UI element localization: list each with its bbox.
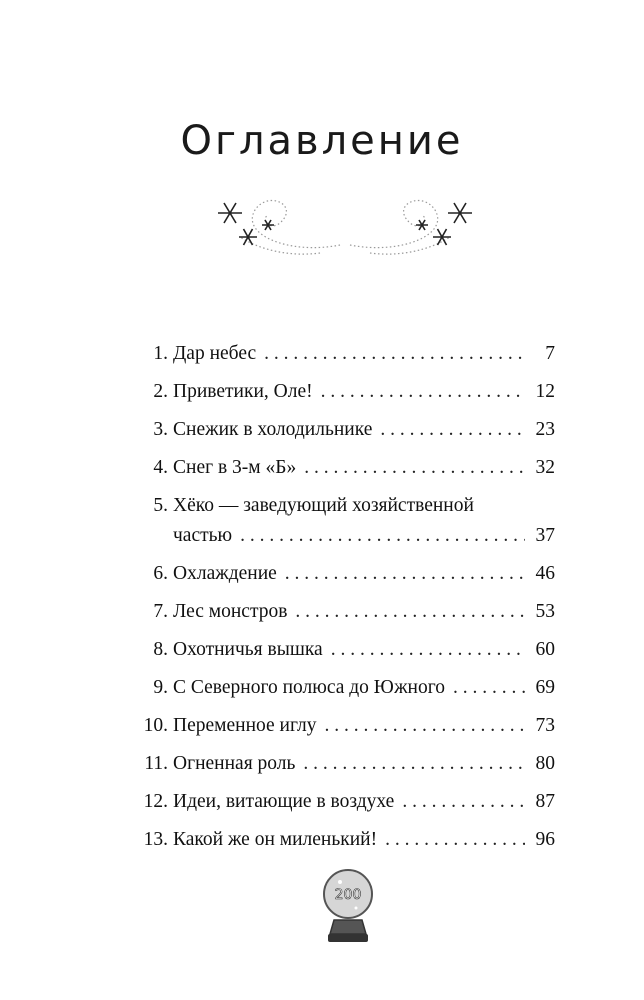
toc-number: 4. xyxy=(153,457,168,478)
toc-title: Приветики, Оле! xyxy=(173,381,313,402)
toc-title: Переменное иглу xyxy=(173,715,317,736)
toc-number: 13. xyxy=(143,829,168,850)
toc-title: Снежик в холодильнике xyxy=(173,419,373,440)
toc-title: Какой же он миленький! xyxy=(173,829,378,850)
toc-entry[interactable] xyxy=(132,673,555,703)
toc-page: 32 xyxy=(535,457,555,478)
toc-entry[interactable] xyxy=(132,339,555,369)
toc-leader xyxy=(296,453,525,483)
toc-page: 7 xyxy=(545,343,555,364)
toc-number: 6. xyxy=(153,563,168,584)
toc-number: 3. xyxy=(153,419,168,440)
toc-entry[interactable] xyxy=(132,415,555,445)
toc-leader xyxy=(316,711,525,741)
toc-leader xyxy=(445,673,525,703)
toc-number: 1. xyxy=(153,343,168,364)
toc-title: Идеи, витающие в воздухе xyxy=(173,791,395,812)
toc-number: 7. xyxy=(153,601,168,622)
toc-entry[interactable] xyxy=(132,491,555,521)
toc-page: 87 xyxy=(535,791,555,812)
toc-leader xyxy=(287,597,525,627)
toc-number: 10. xyxy=(143,715,168,736)
toc-page: 80 xyxy=(535,753,555,774)
toc-leader xyxy=(277,559,525,589)
toc-title: Дар небес xyxy=(173,343,257,364)
toc-entry[interactable] xyxy=(132,377,555,407)
toc-page: 23 xyxy=(535,419,555,440)
toc-entry[interactable] xyxy=(132,635,555,665)
toc-page: 12 xyxy=(535,381,555,402)
toc-entry[interactable] xyxy=(132,749,555,779)
toc-leader xyxy=(372,415,525,445)
toc-entry[interactable] xyxy=(132,711,555,741)
toc-title: Снег в 3-м «Б» xyxy=(173,457,297,478)
toc-title: Огненная роль xyxy=(173,753,296,774)
toc-title: Охлаждение xyxy=(173,563,277,584)
toc-title: Лес монстров xyxy=(173,601,288,622)
page-number-badge xyxy=(322,868,374,946)
toc-number: 8. xyxy=(153,639,168,660)
toc-number: 11. xyxy=(144,753,168,774)
toc-entry[interactable] xyxy=(132,825,555,855)
toc-entry-continuation[interactable] xyxy=(132,521,555,551)
toc-number: 5. xyxy=(153,495,168,516)
toc-page: 60 xyxy=(535,639,555,660)
toc-leader xyxy=(232,521,525,551)
toc-title: частью xyxy=(173,525,233,546)
toc-entry[interactable] xyxy=(132,453,555,483)
toc-leader xyxy=(295,749,525,779)
toc-number: 12. xyxy=(143,791,168,812)
toc-leader xyxy=(256,339,525,369)
toc-entry[interactable] xyxy=(132,787,555,817)
toc-leader xyxy=(323,635,525,665)
toc-number: 9. xyxy=(153,677,168,698)
toc-page: 53 xyxy=(535,601,555,622)
toc-number: 2. xyxy=(153,381,168,402)
toc-page: 46 xyxy=(535,563,555,584)
toc-title: С Северного полюса до Южного xyxy=(173,677,446,698)
toc-page: 69 xyxy=(535,677,555,698)
toc-leader xyxy=(377,825,525,855)
page-title: Оглавление xyxy=(180,118,464,164)
toc-leader xyxy=(313,377,525,407)
toc-page: 96 xyxy=(535,829,555,850)
toc-page: 73 xyxy=(535,715,555,736)
toc-leader xyxy=(394,787,525,817)
toc-title: Хёко — заведующий хозяйственной xyxy=(173,495,474,516)
toc-title: Охотничья вышка xyxy=(173,639,323,660)
page-number: 200 xyxy=(334,887,362,903)
snow-globe-icon xyxy=(322,868,374,946)
toc-entry[interactable] xyxy=(132,597,555,627)
toc-entry[interactable] xyxy=(132,559,555,589)
toc-page: 37 xyxy=(535,525,555,546)
